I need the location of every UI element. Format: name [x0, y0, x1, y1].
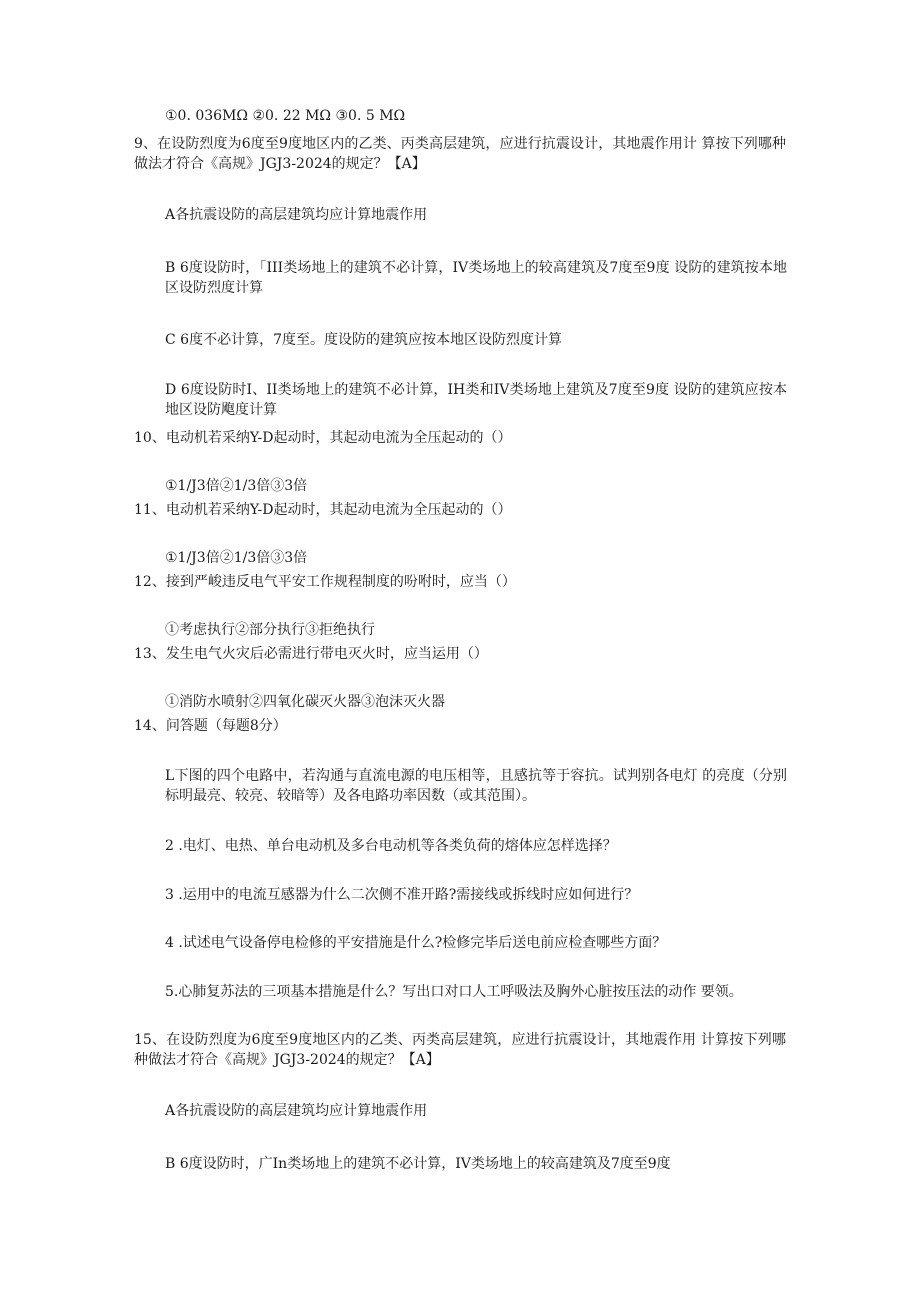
question-14-sub-4: 4 .试述电气设备停电检修的平安措施是什么?检修完毕后送电前应检查哪些方面？ [165, 935, 667, 951]
question-12: 12、接到严峻违反电气平安工作规程制度的吩咐时，应当（） [134, 574, 516, 590]
question-12-options: ①考虑执行②部分执行③拒绝执行 [165, 622, 375, 638]
question-9: 9、在设防烈度为6度至9度地区内的乙类、丙类高层建筑，应进行抗震设计，其地震作用计 算按下列哪种做法才符合《高规》JGJ3-2024的规定？【A】 [134, 136, 786, 172]
question-9-option-c: C 6度不必计算，7度至。度设防的建筑应按本地区设防烈度计算 [165, 332, 562, 348]
question-14-sub-3: 3 .运用中的电流互感器为什么二次侧不准开路?需接线或拆线时应如何进行？ [165, 887, 639, 903]
question-14-sub-2: 2 .电灯、电热、单台电动机及多台电动机等各类负荷的熔体应怎样选择？ [165, 838, 617, 854]
question-10: 10、电动机若采纳Y-D起动时，其起动电流为全压起动的（） [134, 430, 512, 446]
question-13-options: ①消防水喷射②四氧化碳灭火器③泡沫灭火器 [165, 694, 445, 710]
question-15-option-b: B 6度设防时，广In类场地上的建筑不必计算，IV类场地上的较高建筑及7度至9度 [165, 1156, 671, 1172]
question-14: 14、问答题（每题8分） [134, 718, 287, 734]
question-9-option-d: D 6度设防时I、II类场地上的建筑不必计算，IH类和IV类场地上建筑及7度至9度 设防的建筑应按本地区设防飑度计算 [165, 382, 787, 418]
question-14-sub-1: L下图的四个电路中，若沟通与直流电源的电压相等，且感抗等于容抗。试判别各电灯 的亮度（分别标明最亮、较亮、较暗等）及各电路功率因数（或其范围）。 [165, 768, 787, 804]
question-11: 11、电动机若采纳Y-D起动时，其起动电流为全压起动的（） [134, 502, 512, 518]
question-15-option-a: A各抗震设防的高层建筑均应计算地震作用 [165, 1103, 428, 1119]
question-10-options: ①1/J3倍②1/3倍③3倍 [165, 478, 308, 494]
question-11-options: ①1/J3倍②1/3倍③3倍 [165, 550, 308, 566]
top-options: ①0. 036MΩ ②0. 22 MΩ ③0. 5 MΩ [165, 108, 406, 124]
question-9-option-b: B 6度设防时，「III类场地上的建筑不必计算，IV类场地上的较高建筑及7度至9度 设防的建筑按本地区设防烈度计算 [165, 260, 787, 296]
question-15: 15、在设防烈度为6度至9度地区内的乙类、丙类高层建筑，应进行抗震设计，其地震作用 计算按下列哪种做法才符合《高规》JGJ3-2024的规定？【A】 [134, 1032, 786, 1068]
question-14-sub-5: 5.心肺复苏法的三项基本措施是什么？写出口对口人工呼吸法及胸外心脏按压法的动作 要领。 [165, 984, 743, 1000]
question-9-option-a: A各抗震设防的高层建筑均应计算地震作用 [165, 207, 428, 223]
question-13: 13、发生电气火灾后必需进行带电灭火时，应当运用（） [134, 646, 488, 662]
